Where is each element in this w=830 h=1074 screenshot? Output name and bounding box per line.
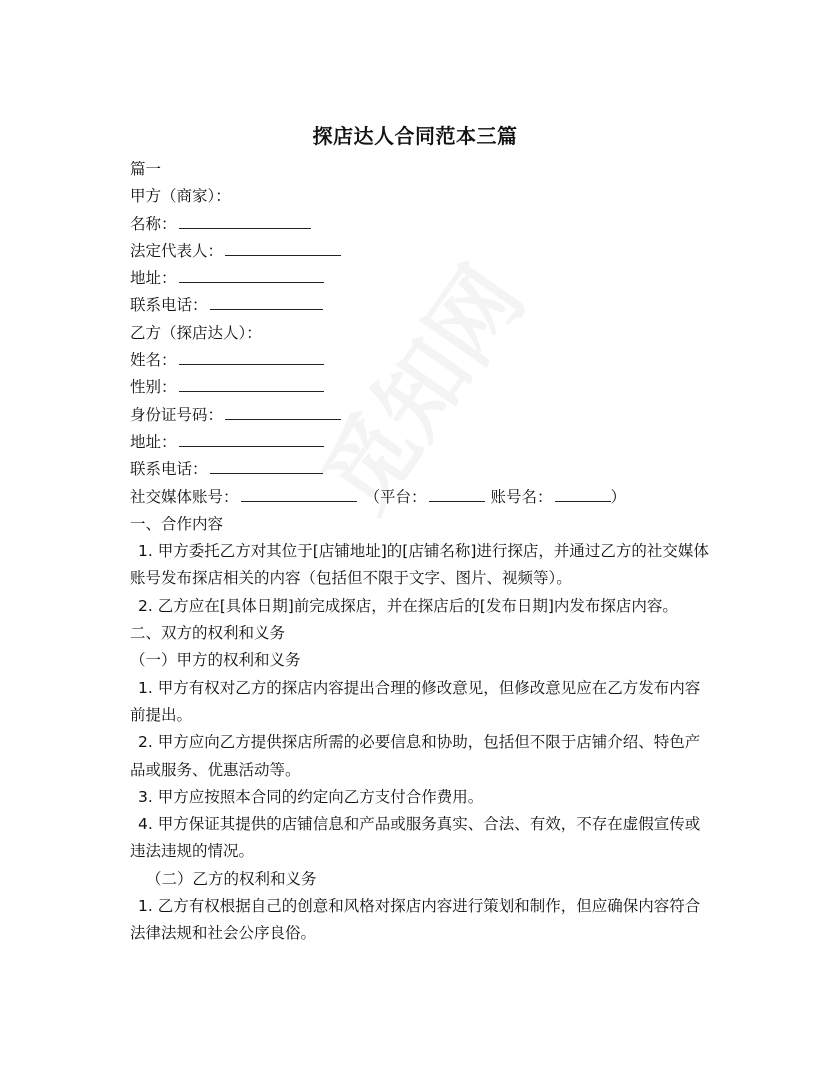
- sub-2-heading: （二）乙方的权利和义务: [146, 869, 317, 888]
- gender-label: 性别：: [130, 378, 177, 397]
- phone-b-field: [130, 456, 730, 483]
- account-name-label: 账号名：: [490, 487, 553, 506]
- a1-line1: 1. 甲方有权对乙方的探店内容提出合理的修改意见，但修改意见应在乙方发布内容: [138, 678, 701, 697]
- phone-b-blank: [210, 456, 323, 474]
- a4-line1: 4. 甲方保证其提供的店铺信息和产品或服务真实、合法、有效，不存在虚假宣传或: [138, 815, 701, 834]
- a1-line2: 前提出。: [130, 705, 193, 724]
- gender-blank: [179, 374, 324, 392]
- s1-para2: 2. 乙方应在[具体日期]前完成探店，并在探店后的[发布日期]内发布探店内容。: [138, 596, 678, 615]
- social-account-label: 社交媒体账号：: [130, 487, 239, 506]
- address-a-blank: [179, 265, 324, 283]
- id-number-label: 身份证号码：: [130, 405, 224, 424]
- a3: 3. 甲方应按照本合同的约定向乙方支付合作费用。: [138, 787, 484, 806]
- full-name-label: 姓名：: [130, 351, 177, 370]
- id-number-blank: [225, 402, 341, 420]
- id-number-field: [130, 402, 730, 429]
- phone-a-field: [130, 292, 730, 319]
- a2-line2: 品或服务、优惠活动等。: [130, 760, 301, 779]
- part-label: 篇一: [130, 160, 162, 178]
- platform-label: （平台：: [364, 487, 427, 506]
- party-b-heading: 乙方（探店达人）：: [130, 323, 262, 342]
- address-a-field: [130, 265, 730, 292]
- legal-rep-label: 法定代表人：: [130, 241, 224, 260]
- section-2-heading: 二、双方的权利和义务: [130, 624, 286, 643]
- sub-1-heading: （一）甲方的权利和义务: [130, 651, 301, 670]
- name-field: [130, 211, 730, 238]
- phone-a-label: 联系电话：: [130, 296, 208, 315]
- a4-line2: 违法违规的情况。: [130, 842, 255, 861]
- full-name-field: [130, 347, 730, 374]
- phone-a-blank: [210, 292, 323, 310]
- s1-para1-line1: 1. 甲方委托乙方对其位于[店铺地址]的[店铺名称]进行探店，并通过乙方的社交媒体: [138, 542, 709, 561]
- b1-line2: 法律法规和社会公序良俗。: [130, 924, 317, 943]
- address-b-blank: [179, 429, 324, 447]
- platform-blank: [429, 484, 485, 502]
- address-b-label: 地址：: [130, 432, 177, 451]
- legal-rep-field: [130, 238, 730, 265]
- name-label: 名称：: [130, 214, 177, 233]
- gender-field: [130, 374, 730, 401]
- social-account-blank: [241, 484, 357, 502]
- social-account-field: [130, 484, 730, 511]
- party-a-heading: 甲方（商家）：: [130, 187, 231, 206]
- full-name-blank: [179, 347, 324, 365]
- address-b-field: [130, 429, 730, 456]
- b1-line1: 1. 乙方有权根据自己的创意和风格对探店内容进行策划和制作，但应确保内容符合: [138, 897, 701, 916]
- s1-para1-line2: 账号发布探店相关的内容（包括但不限于文字、图片、视频等）。: [130, 569, 572, 588]
- phone-b-label: 联系电话：: [130, 460, 208, 479]
- document-body: [130, 156, 730, 948]
- address-a-label: 地址：: [130, 269, 177, 288]
- account-name-blank: [555, 484, 611, 502]
- name-blank: [179, 211, 311, 229]
- close-paren: ）: [610, 487, 627, 506]
- legal-rep-blank: [225, 238, 341, 256]
- document-title: 探店达人合同范本三篇: [312, 124, 518, 148]
- section-1-heading: 一、合作内容: [130, 514, 224, 533]
- a2-line1: 2. 甲方应向乙方提供探店所需的必要信息和协助，包括但不限于店铺介绍、特色产: [138, 733, 701, 752]
